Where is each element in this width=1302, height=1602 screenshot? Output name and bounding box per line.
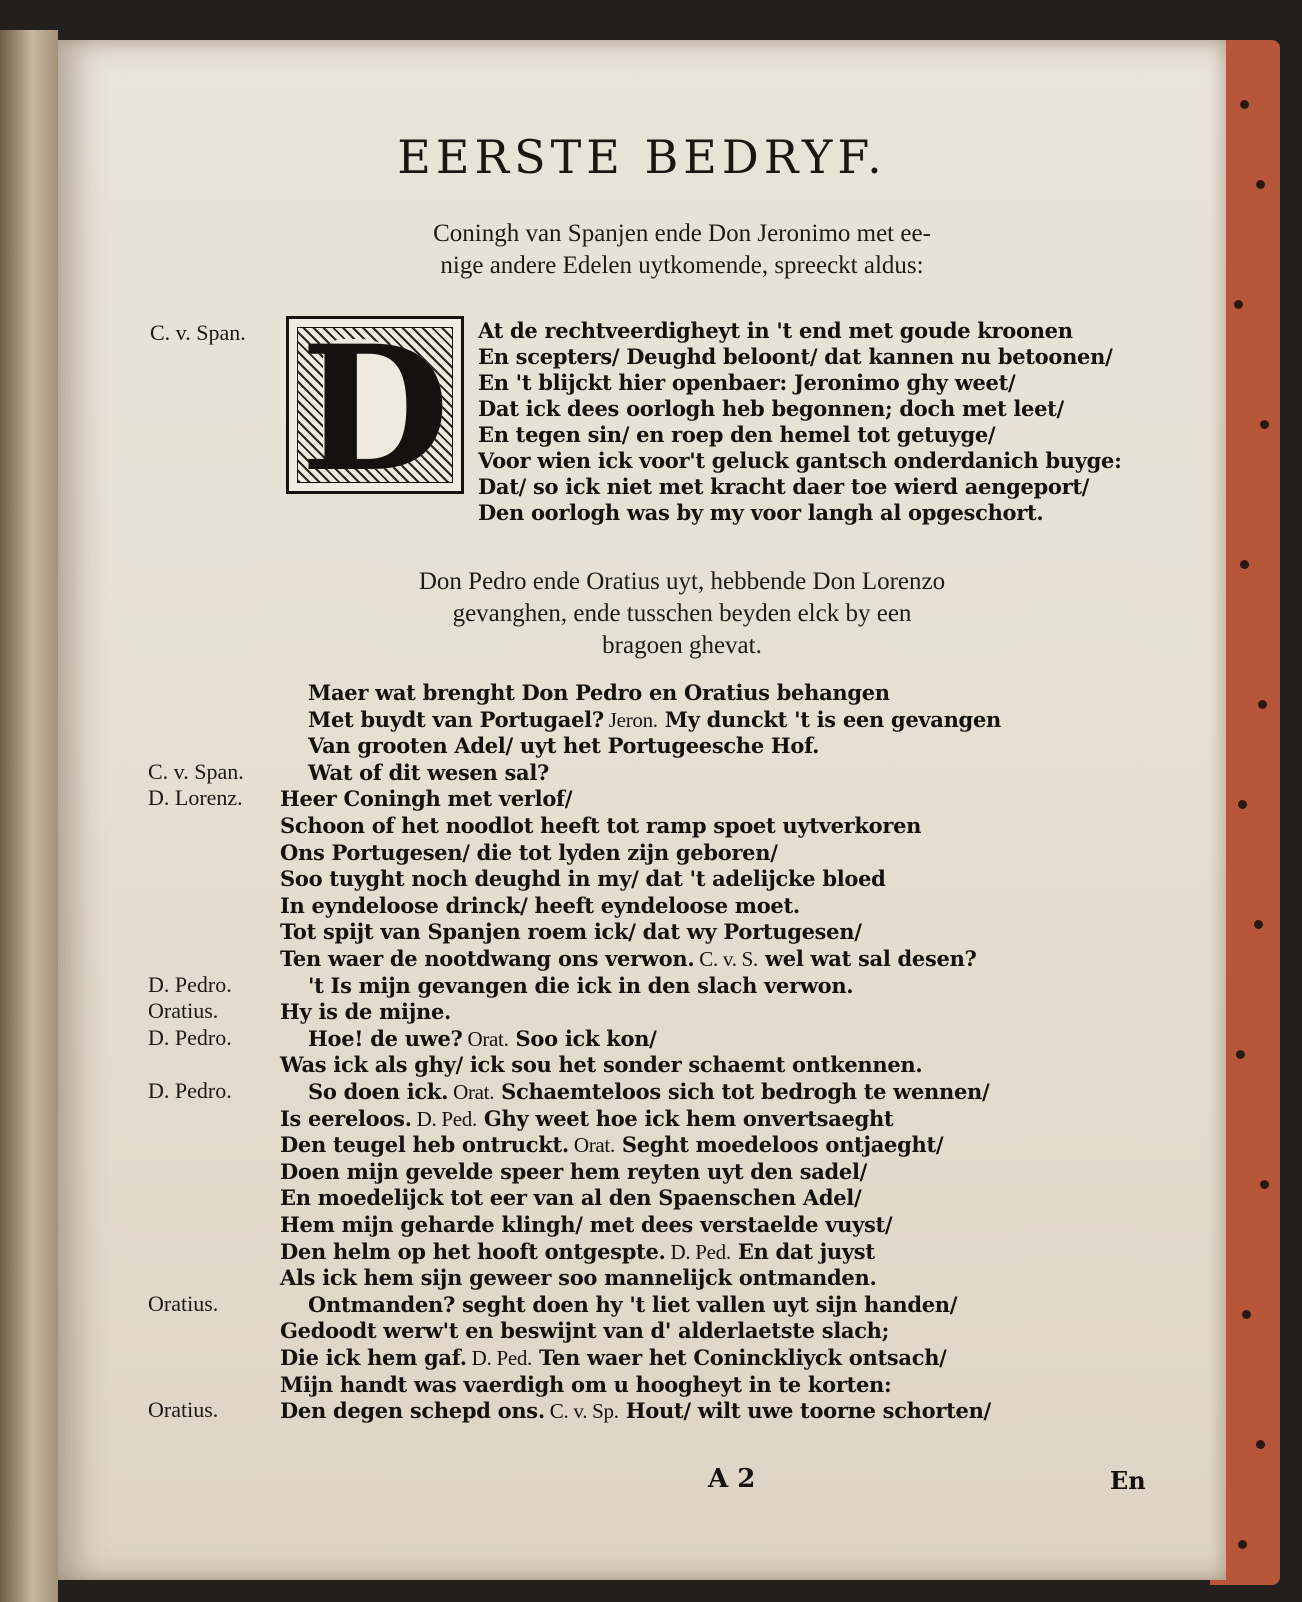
dialogue-line: [280, 786, 572, 811]
dialogue-text: 't Is mijn gevangen die ick in den slach verwon.: [308, 972, 854, 998]
dialogue-text: Den teugel heb ontruckt.: [280, 1132, 569, 1158]
dialogue-line: [308, 680, 890, 705]
verse-line: En scepters/ Deughd beloont/ dat kannen nu betoonen/: [478, 344, 1113, 369]
dialogue-text: Den helm op het hooft ontgespte.: [280, 1238, 666, 1264]
stage-direction-line: gevanghen, ende tusschen beyden elck by een: [452, 600, 912, 627]
verse-line: En 't blijckt hier openbaer: Jeronimo ghy weet/: [478, 370, 1016, 395]
signature-mark: A 2: [708, 1464, 756, 1494]
dialogue-text: Schaemteloos sich tot bedrogh te wennen/: [494, 1079, 990, 1104]
dialogue-text: Ontmanden? seght doen hy 't liet vallen uyt sijn handen/: [308, 1291, 958, 1317]
dialogue-line: [308, 1026, 657, 1052]
dialogue-text: Ons Portugesen/ die tot lyden zijn geboren/: [280, 839, 778, 865]
dialogue-line: [280, 919, 862, 944]
dialogue-line: [280, 1212, 892, 1237]
dialogue-text: Doen mijn gevelde speer hem reyten uyt den sadel/: [280, 1158, 868, 1184]
act-title: EERSTE BEDRYF.: [397, 130, 887, 184]
dialogue-text: Gedoodt werw't en beswijnt van d' alderlaetste slach;: [280, 1318, 890, 1344]
verse-line: At de rechtveerdigheyt in 't end met goude kroonen: [478, 318, 1073, 343]
speaker-label: C. v. Span.: [150, 320, 246, 345]
dialogue-text: Hoe! de uwe?: [308, 1025, 463, 1051]
stage-direction-1: [98, 218, 1266, 282]
dialogue-line: [280, 1239, 875, 1265]
dialogue-line: [280, 866, 886, 891]
dialogue-line: [280, 893, 800, 918]
inline-speaker: D. Ped.: [466, 1346, 532, 1370]
speaker-label: Oratius.: [148, 1397, 219, 1423]
dialogue-line: [280, 1132, 943, 1158]
speaker-label: D. Pedro.: [148, 1024, 232, 1050]
dialogue-text: Heer Coningh met verlof/: [280, 786, 573, 812]
dialogue-text: Ghy weet hoe ick hem onvertsaeght: [476, 1105, 894, 1131]
verse-line: Voor wien ick voor't geluck gantsch onderdanich buyge:: [478, 448, 1122, 473]
inline-speaker: Orat.: [568, 1133, 615, 1158]
dialogue-text: Was ick als ghy/ ick sou het sonder schaemt ontkennen.: [280, 1052, 923, 1078]
dialogue-text: Wat of dit wesen sal?: [308, 759, 550, 785]
dialogue-line: [280, 1052, 922, 1077]
verse-line: En tegen sin/ en roep den hemel tot getuyge/: [478, 422, 996, 447]
speaker-label: Oratius.: [148, 998, 219, 1024]
speaker-label: D. Pedro.: [148, 971, 232, 997]
verse-line: Dat ick dees oorlogh heb begonnen; doch met leet/: [478, 396, 1064, 421]
dialogue-text: Die ick hem gaf.: [280, 1345, 467, 1370]
dialogue-line: [280, 1106, 893, 1132]
inline-speaker: Orat.: [448, 1080, 495, 1104]
speaker-label: Oratius.: [148, 1290, 219, 1316]
inline-speaker: D. Ped.: [411, 1106, 477, 1131]
dialogue-line: [308, 1292, 957, 1317]
inline-speaker: Orat.: [462, 1026, 509, 1051]
verse-line: Dat/ so ick niet met kracht daer toe wierd aengeport/: [478, 474, 1090, 499]
inline-speaker: D. Ped.: [665, 1239, 731, 1264]
dialogue-text: Mijn handt was vaerdigh om u hoogheyt in te korten:: [280, 1371, 892, 1397]
dialogue-line: [280, 840, 778, 865]
dialogue-line: [280, 946, 977, 972]
inline-speaker: Jeron.: [603, 707, 658, 732]
dialogue-line: [280, 1372, 891, 1397]
speaker-label: D. Pedro.: [148, 1078, 232, 1103]
dialogue-text: Ten waer het Coninckliyck ontsach/: [532, 1345, 947, 1370]
dialogue-line: [280, 1398, 991, 1424]
dialogue-line: [280, 1345, 947, 1371]
dialogue-text: Tot spijt van Spanjen roem ick/ dat wy Portugesen/: [280, 919, 862, 945]
dialogue-text: Soo ick kon/: [508, 1025, 657, 1051]
stage-direction-line: Don Pedro ende Oratius uyt, hebbende Don Lorenzo: [418, 568, 946, 595]
dialogue-line: [280, 1185, 861, 1210]
dialogue-text: Schoon of het noodlot heeft tot ramp spoet uytverkoren: [280, 813, 922, 838]
decorated-initial: [286, 307, 464, 510]
dialogue-line: [308, 1079, 989, 1105]
speaker-label: D. Lorenz.: [148, 785, 243, 811]
dialogue-text: Maer wat brenght Don Pedro en Oratius behangen: [308, 680, 890, 705]
dialogue-text: En moedelijck tot eer van al den Spaenschen Adel/: [280, 1185, 862, 1211]
dialogue-text: Hy is de mijne.: [280, 999, 452, 1025]
dialogue-line: [280, 1265, 876, 1290]
dialogue-text: So doen ick.: [308, 1079, 449, 1104]
inline-speaker: C. v. S.: [694, 947, 758, 971]
dialogue-line: [280, 999, 451, 1024]
dialogue-text: wel wat sal desen?: [757, 946, 977, 971]
catchword: En: [1110, 1466, 1146, 1495]
dialogue-line: [308, 733, 819, 758]
dialogue-text: Met buydt van Portugael?: [308, 706, 604, 732]
dialogue-text: Hout/ wilt uwe toorne schorten/: [618, 1398, 991, 1424]
dialogue-text: Hem mijn geharde klingh/ met dees verstaelde vuyst/: [280, 1212, 893, 1237]
dialogue-text: Als ick hem sijn geweer soo mannelijck ontmanden.: [280, 1265, 877, 1291]
left-page-edge: [0, 30, 58, 1602]
initial-letter: D: [300, 307, 450, 510]
dialogue-text: Ten waer de nootdwang ons verwon.: [280, 946, 695, 971]
dialogue-line: [280, 1318, 889, 1343]
dialogue-text: Is eereloos.: [280, 1105, 412, 1131]
stage-direction-line: Coningh van Spanjen ende Don Jeronimo met ee-: [433, 220, 931, 247]
dialogue-text: In eyndeloose drinck/ heeft eyndeloose moet.: [280, 892, 800, 918]
dialogue-line: [308, 707, 1001, 733]
dialogue-text: En dat juyst: [730, 1238, 875, 1264]
stage-direction-2: [98, 566, 1266, 662]
stage-direction-line: bragoen ghevat.: [602, 632, 762, 659]
dialogue-text: My dunckt 't is een gevangen: [657, 706, 1001, 732]
speaker-label: C. v. Span.: [148, 758, 244, 784]
stage-direction-line: nige andere Edelen uytkomende, spreeckt aldus:: [440, 252, 924, 279]
dialogue-line: [308, 973, 853, 998]
inline-speaker: C. v. Sp.: [544, 1399, 619, 1424]
dialogue-line: [280, 1159, 867, 1184]
verse-line: Den oorlogh was by my voor langh al opgeschort.: [478, 500, 1044, 525]
dialogue-text: Soo tuyght noch deughd in my/ dat 't adelijcke bloed: [280, 866, 886, 892]
book-page: [58, 40, 1226, 1580]
dialogue-text: Den degen schepd ons.: [280, 1398, 545, 1424]
dialogue-text: Seght moedeloos ontjaeght/: [614, 1132, 944, 1158]
dialogue-line: [308, 760, 549, 785]
dialogue-text: Van grooten Adel/ uyt het Portugeesche Hof.: [308, 733, 820, 759]
dialogue-line: [280, 813, 921, 838]
